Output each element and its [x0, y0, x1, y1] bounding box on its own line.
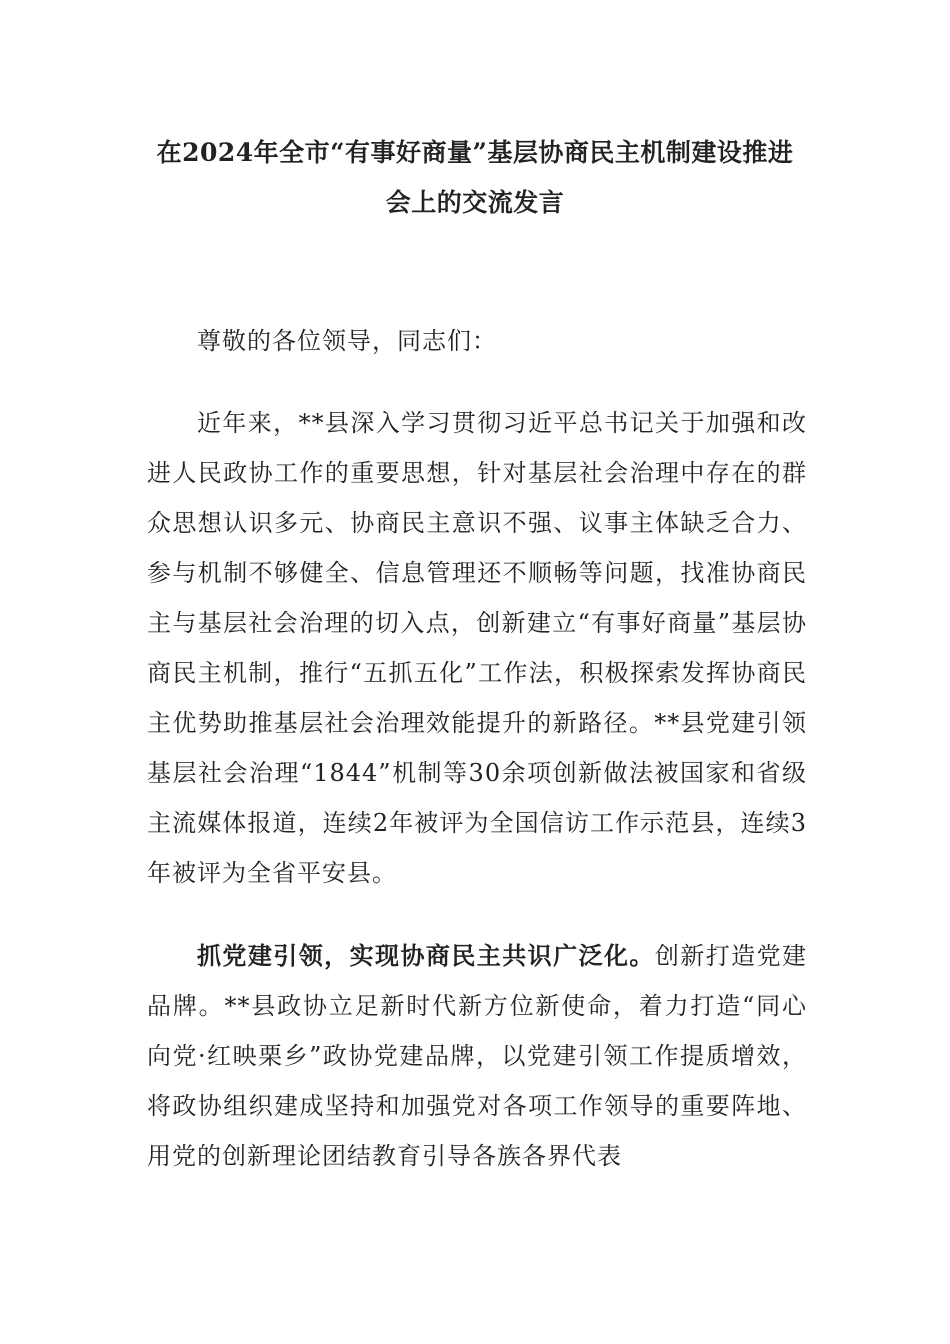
- paragraph-party-building: [147, 931, 807, 1181]
- title-line-1: 在2024年全市“有事好商量”基层协商民主机制建设推进: [156, 138, 794, 167]
- salutation: 尊敬的各位领导，同志们：: [197, 327, 497, 355]
- paragraph-body: 创新打造党建品牌。**县政协立足新时代新方位新使命，着力打造“同心向党·红映栗乡”政协党建品牌，以党建引领工作提质增效，将政协组织建成坚持和加强党对各项工作领导的重要阵地、用党的创新理论团结教育引导各族各界代表: [147, 942, 808, 1170]
- title-line-2: 会上的交流发言: [385, 188, 565, 217]
- document-title: [140, 128, 810, 228]
- paragraph-intro: 近年来，**县深入学习贯彻习近平总书记关于加强和改进人民政协工作的重要思想，针对基层社会治理中存在的群众思想认识多元、协商民主意识不强、议事主体缺乏合力、参与机制不够健全、信息管理还不顺畅等问题，找准协商民主与基层社会治理的切入点，创新建立“有事好商量”基层协商民主机制，推行“五抓五化”工作法，积极探索发挥协商民主优势助推基层社会治理效能提升的新路径。**县党建引领基层社会治理“1844”机制等30余项创新做法被国家和省级主流媒体报道，连续2年被评为全国信访工作示范县，连续3年被评为全省平安县。: [147, 409, 807, 887]
- paragraph-heading: 抓党建引领，实现协商民主共识广泛化。: [197, 941, 655, 970]
